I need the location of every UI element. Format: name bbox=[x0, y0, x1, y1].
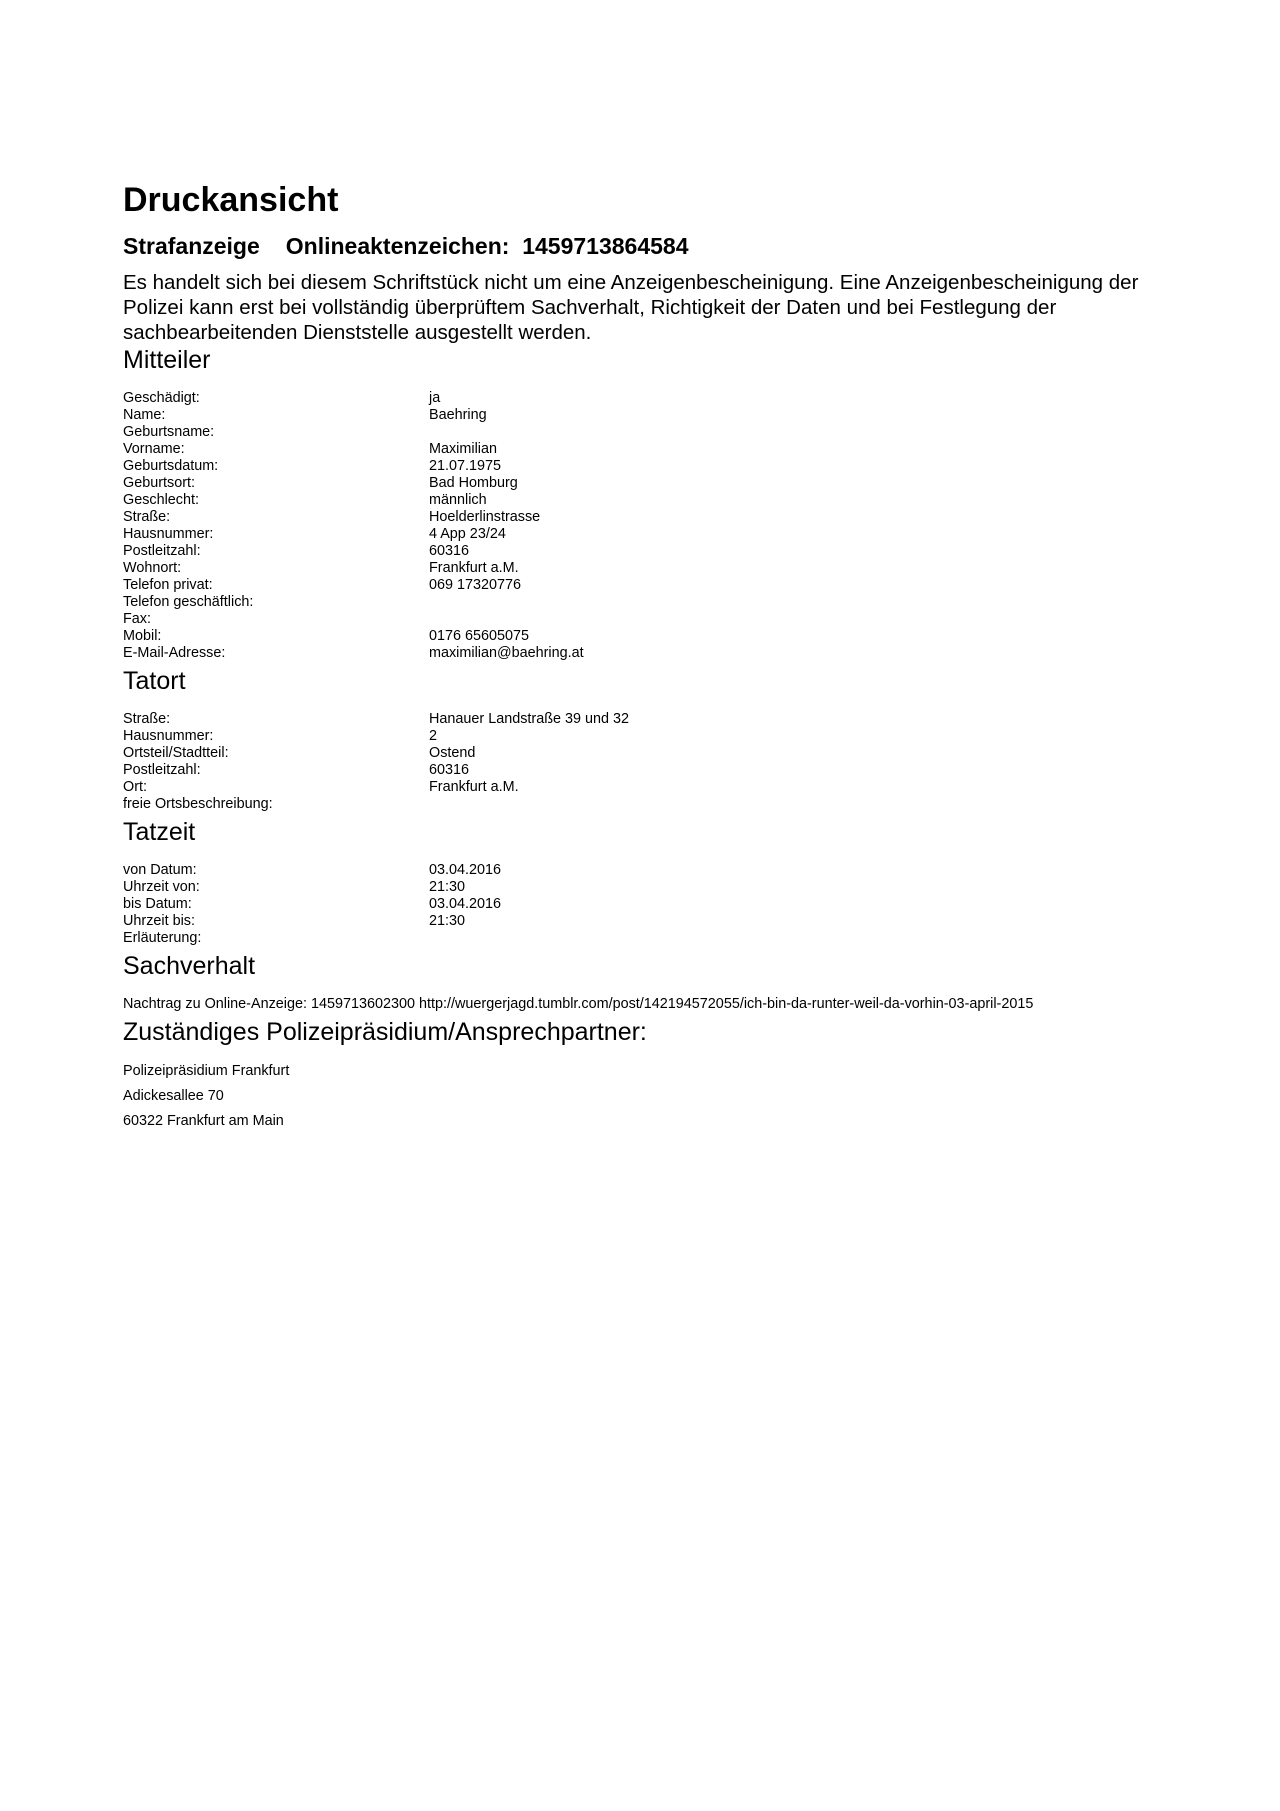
field-value: Ostend bbox=[429, 745, 476, 761]
email-link[interactable]: maximilian@baehring.at bbox=[429, 645, 584, 661]
field-row bbox=[123, 560, 1163, 577]
field-label: Geschlecht: bbox=[123, 492, 199, 508]
field-label: Geburtsdatum: bbox=[123, 458, 219, 474]
field-value: 60316 bbox=[429, 543, 470, 559]
field-label: Hausnummer: bbox=[123, 526, 214, 542]
field-value: männlich bbox=[429, 492, 487, 508]
field-label: Wohnort: bbox=[123, 560, 182, 576]
section-heading-mitteiler: Mitteiler bbox=[123, 346, 211, 374]
field-label: Vorname: bbox=[123, 441, 185, 457]
field-value: 4 App 23/24 bbox=[429, 526, 506, 542]
field-value: 21:30 bbox=[429, 913, 466, 929]
field-row bbox=[123, 407, 1163, 424]
field-label: Geburtsname: bbox=[123, 424, 215, 440]
field-label: Hausnummer: bbox=[123, 728, 214, 744]
field-label: bis Datum: bbox=[123, 896, 192, 912]
disclaimer-notice: Es handelt sich bei diesem Schriftstück nicht um eine Anzeigenbescheinigung. Eine Anzeigenbescheinigung der Polizei kann erst bei vollständig überprüftem Sachverhalt, Richtigkeit der Daten und bei Festlegung der sachbearbeitenden Dienststelle ausgestellt werden. bbox=[123, 271, 1139, 344]
field-value: 0176 65605075 bbox=[429, 628, 530, 644]
field-label: Mobil: bbox=[123, 628, 162, 644]
field-row bbox=[123, 475, 1163, 492]
field-value bbox=[429, 611, 1163, 628]
field-value: 21.07.1975 bbox=[429, 458, 502, 474]
field-value bbox=[429, 594, 1163, 611]
field-row bbox=[123, 796, 1163, 813]
field-value bbox=[429, 930, 1163, 947]
field-label: Ort: bbox=[123, 779, 147, 795]
field-label: Geburtsort: bbox=[123, 475, 195, 491]
document-type: Strafanzeige bbox=[123, 233, 260, 259]
field-value: Hanauer Landstraße 39 und 32 bbox=[429, 711, 630, 727]
field-row bbox=[123, 526, 1163, 543]
field-value: Maximilian bbox=[429, 441, 497, 457]
field-row bbox=[123, 862, 1163, 879]
field-row bbox=[123, 896, 1163, 913]
field-label: Postleitzahl: bbox=[123, 543, 201, 559]
field-value: 03.04.2016 bbox=[429, 862, 502, 878]
field-label: Uhrzeit bis: bbox=[123, 913, 195, 929]
field-value: ja bbox=[429, 390, 441, 406]
field-label: Fax: bbox=[123, 611, 151, 627]
field-row bbox=[123, 390, 1163, 407]
tatort-fields bbox=[123, 711, 1163, 813]
tatzeit-fields bbox=[123, 862, 1163, 947]
field-row bbox=[123, 577, 1163, 594]
field-row bbox=[123, 711, 1163, 728]
field-row bbox=[123, 728, 1163, 745]
field-row bbox=[123, 492, 1163, 509]
field-label: Erläuterung: bbox=[123, 930, 202, 946]
field-value: 2 bbox=[429, 728, 438, 744]
field-row bbox=[123, 628, 1163, 645]
field-label: Straße: bbox=[123, 509, 171, 525]
contact-line: 60322 Frankfurt am Main bbox=[123, 1113, 284, 1129]
field-row bbox=[123, 458, 1163, 475]
field-label: freie Ortsbeschreibung: bbox=[123, 796, 273, 812]
section-heading-sachverhalt: Sachverhalt bbox=[123, 952, 256, 980]
field-row bbox=[123, 762, 1163, 779]
field-value: Frankfurt a.M. bbox=[429, 779, 519, 795]
field-value: Baehring bbox=[429, 407, 487, 423]
field-label: Ortsteil/Stadtteil: bbox=[123, 745, 229, 761]
field-row bbox=[123, 645, 1163, 662]
field-label: Telefon geschäftlich: bbox=[123, 594, 254, 610]
field-row bbox=[123, 441, 1163, 458]
field-value bbox=[429, 796, 1163, 813]
field-value: Frankfurt a.M. bbox=[429, 560, 519, 576]
reference-number: 1459713864584 bbox=[522, 233, 689, 259]
field-row bbox=[123, 779, 1163, 796]
document-subtitle bbox=[123, 228, 1163, 264]
section-heading-tatort: Tatort bbox=[123, 667, 186, 695]
print-view-page bbox=[123, 176, 1163, 1134]
field-row bbox=[123, 509, 1163, 526]
field-row bbox=[123, 424, 1163, 441]
field-row bbox=[123, 611, 1163, 628]
section-heading-zustaendig: Zuständiges Polizeipräsidium/Ansprechpartner: bbox=[123, 1018, 647, 1046]
contact-line: Adickesallee 70 bbox=[123, 1088, 224, 1104]
field-label: Name: bbox=[123, 407, 166, 423]
field-label: Uhrzeit von: bbox=[123, 879, 200, 895]
field-label: Postleitzahl: bbox=[123, 762, 201, 778]
field-row bbox=[123, 594, 1163, 611]
field-row bbox=[123, 913, 1163, 930]
police-contact-address bbox=[123, 1059, 1163, 1134]
page-title: Druckansicht bbox=[123, 181, 339, 219]
field-label: E-Mail-Adresse: bbox=[123, 645, 226, 661]
field-value: 21:30 bbox=[429, 879, 466, 895]
reference-label: Onlineaktenzeichen: bbox=[285, 233, 510, 259]
field-value bbox=[429, 424, 1163, 441]
field-row bbox=[123, 543, 1163, 560]
sachverhalt-text: Nachtrag zu Online-Anzeige: 1459713602300 http://wuergerjagd.tumblr.com/post/142194572055/ich-bin-da-runter-weil-da-vorhin-03-april-2015 bbox=[123, 996, 1034, 1012]
field-row bbox=[123, 930, 1163, 947]
field-label: Geschädigt: bbox=[123, 390, 200, 406]
field-row bbox=[123, 879, 1163, 896]
field-row bbox=[123, 745, 1163, 762]
field-value: Bad Homburg bbox=[429, 475, 518, 491]
mitteiler-fields bbox=[123, 390, 1163, 662]
field-value: 069 17320776 bbox=[429, 577, 522, 593]
field-value: Hoelderlinstrasse bbox=[429, 509, 541, 525]
field-label: von Datum: bbox=[123, 862, 197, 878]
field-value: 60316 bbox=[429, 762, 470, 778]
section-heading-tatzeit: Tatzeit bbox=[123, 818, 196, 846]
field-label: Straße: bbox=[123, 711, 171, 727]
field-value: 03.04.2016 bbox=[429, 896, 502, 912]
field-label: Telefon privat: bbox=[123, 577, 213, 593]
contact-line: Polizeipräsidium Frankfurt bbox=[123, 1063, 290, 1079]
